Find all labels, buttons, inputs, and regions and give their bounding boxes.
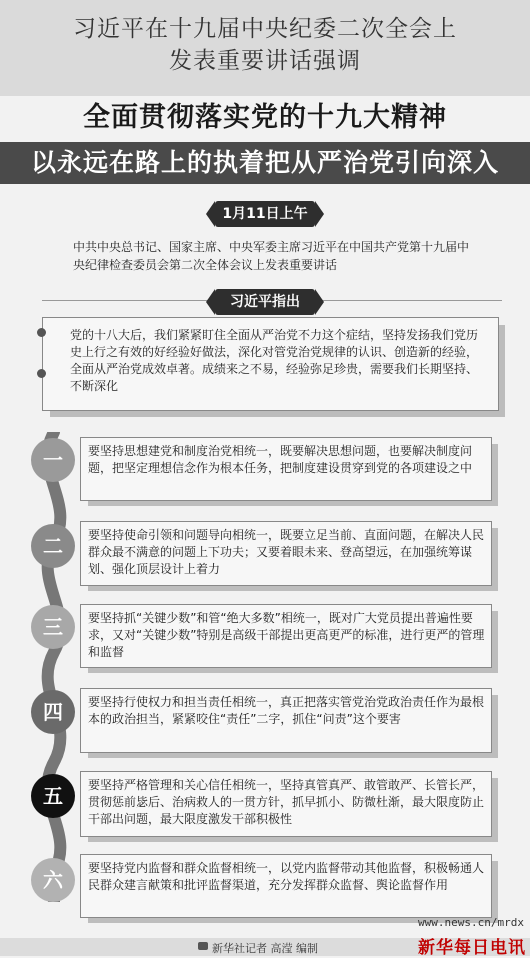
point-text: 要坚持行使权力和担当责任相统一，真正把落实管党治党政治责任作为最根本的政治担当，紧紧咬住“责任”二字，抓住“问责”这个要害 [88,695,485,726]
intro-text: 中共中央总书记、国家主席、中央军委主席习近平在中国共产党第十九届中央纪律检查委员会第二次全体会议上发表重要讲话 [73,240,470,272]
point-number-badge: 六 [31,858,75,902]
quote-text: 党的十八大后，我们紧紧盯住全面从严治党不力这个症结，坚持发扬我们党历史上行之有效的好经验好做法，深化对管党治党规律的认识、创造新的经验，全面从严治党成效卓著。成绩来之不易，经验弥足珍贵，需要我们长期坚持、不断深化 [70,328,479,393]
timeline-spine [26,432,82,902]
point-number-badge: 一 [31,438,75,482]
point-number-badge: 二 [31,524,75,568]
header-line-2: 发表重要讲话强调 [169,48,361,74]
source-url: www.news.cn/mrdx [418,916,524,929]
point-text: 要坚持党内监督和群众监督相统一，以党内监督带动其他监督，积极畅通人民群众建言献策和批评监督渠道，充分发挥群众监督、舆论监督作用 [88,861,485,892]
credit-text: 新华社记者 高滢 编制 [212,942,318,955]
speaker-tag: 习近平指出 [215,289,315,315]
point-text: 要坚持抓“关键少数”和管“绝大多数”相统一，既对广大党员提出普遍性要求，又对“关键少数”特别是高级干部提出更高更严的标准，进行更严的管理和监督 [88,611,485,659]
bullet-dot-icon [37,328,46,337]
subtitle: 以永远在路上的执着把从严治党引向深入 [30,148,499,177]
point-text: 要坚持严格管理和关心信任相统一，坚持真管真严、敢管敢严、长管长严，贯彻惩前毖后、治病救人的一贯方针，抓早抓小、防微杜渐，最大限度防止干部出问题，最大限度激发干部积极性 [88,778,485,826]
brand-logo: 新华每日电讯 [418,938,526,958]
point-number-badge: 三 [31,605,75,649]
header-line-1: 习近平在十九届中央纪委二次全会上 [73,16,457,42]
camera-icon [198,942,208,950]
main-title: 全面贯彻落实党的十九大精神 [83,102,447,133]
point-number-badge: 五 [31,774,75,818]
date-tag: 1月11日上午 [215,201,315,227]
bullet-dot-icon [37,369,46,378]
point-text: 要坚持思想建党和制度治党相统一，既要解决思想问题，也要解决制度问题，把坚定理想信念作为根本任务，把制度建设贯穿到党的各项建设之中 [88,444,473,475]
point-number-badge: 四 [31,690,75,734]
point-text: 要坚持使命引领和问题导向相统一，既要立足当前、直面问题，在解决人民群众最不满意的问题上下功夫；又要着眼未来、登高望远，在加强统筹谋划、强化顶层设计上着力 [88,528,485,576]
